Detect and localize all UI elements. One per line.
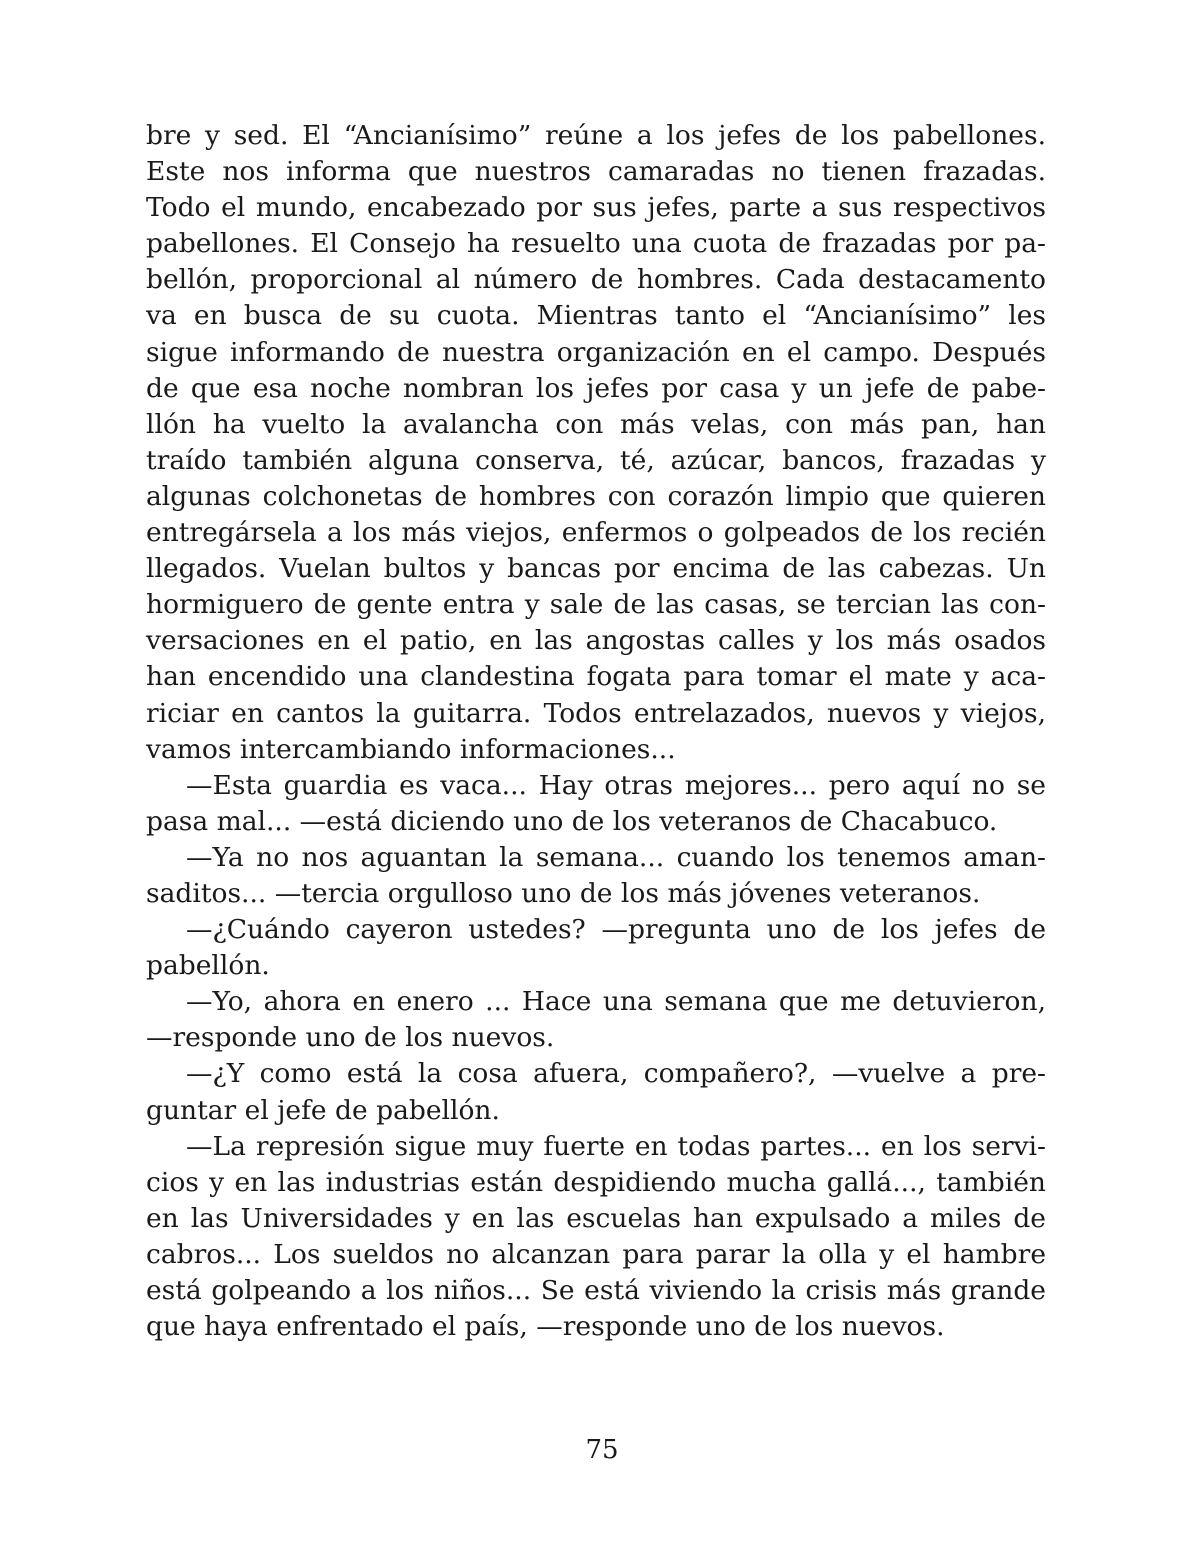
paragraph xyxy=(146,840,1046,912)
text-line: cabros... Los sueldos no alcanzan para parar la olla y el hambre xyxy=(146,1238,1046,1270)
text-line: pabellones. El Consejo ha resuelto una cuota de frazadas por pa- xyxy=(146,228,1046,260)
text-line: traído también alguna conserva, té, azúcar, bancos, frazadas y xyxy=(146,444,1046,476)
text-line: versaciones en el patio, en las angostas calles y los más osados xyxy=(146,625,1046,657)
paragraph xyxy=(146,1056,1046,1128)
text-line: —Ya no nos aguantan la semana... cuando los tenemos aman- xyxy=(186,841,1046,873)
text-line: vamos intercambiando informaciones... xyxy=(146,733,676,765)
text-line: —responde uno de los nuevos. xyxy=(146,1022,555,1054)
text-line: —Yo, ahora en enero ... Hace una semana que me detuvieron, xyxy=(186,986,1046,1018)
page-number: 75 xyxy=(585,1435,619,1465)
text-line: está golpeando a los niños... Se está viviendo la crisis más grande xyxy=(146,1275,1046,1306)
text-line: bellón, proporcional al número de hombres. Cada destacamento xyxy=(146,264,1046,296)
text-line: —¿Cuándo cayeron ustedes? —pregunta uno de los jefes de xyxy=(186,914,1046,946)
text-line: de que esa noche nombran los jefes por casa y un jefe de pabe- xyxy=(146,372,1046,404)
text-line: han encendido una clandestina fogata para tomar el mate y aca- xyxy=(146,661,1046,693)
text-line: cios y en las industrias están despidiendo mucha gallá..., también xyxy=(146,1166,1046,1198)
text-line: en las Universidades y en las escuelas han expulsado a miles de xyxy=(146,1202,1046,1234)
text-line: que haya enfrentado el país, —responde uno de los nuevos. xyxy=(146,1311,945,1343)
text-line: algunas colchonetas de hombres con corazón limpio que quieren xyxy=(146,480,1046,512)
text-line: hormiguero de gente entra y sale de las casas, se tercian las con- xyxy=(146,589,1046,621)
paragraph xyxy=(146,1129,1046,1346)
text-line: pasa mal... —está diciendo uno de los veteranos de Chacabuco. xyxy=(146,805,998,837)
paragraph xyxy=(146,768,1046,840)
text-line: Todo el mundo, encabezado por sus jefes, parte a sus respectivos xyxy=(146,192,1046,224)
text-line: Este nos informa que nuestros camaradas no tienen frazadas. xyxy=(146,156,1046,188)
text-line: va en busca de su cuota. Mientras tanto el “Ancianísimo” les xyxy=(146,300,1046,332)
text-line: —¿Y como está la cosa afuera, compañero?, —vuelve a pre- xyxy=(186,1058,1046,1090)
text-line: saditos... —tercia orgulloso uno de los más jóvenes veteranos. xyxy=(146,877,981,909)
paragraph xyxy=(146,912,1046,984)
paragraph xyxy=(146,984,1046,1056)
text-line: bre y sed. El “Ancianísimo” reúne a los jefes de los pabellones. xyxy=(146,120,1046,151)
text-line: —La represión sigue muy fuerte en todas partes... en los servi- xyxy=(186,1130,1046,1162)
paragraph xyxy=(146,118,1046,768)
text-line: llegados. Vuelan bultos y bancas por encima de las cabezas. Un xyxy=(146,553,1046,585)
text-line: llón ha vuelto la avalancha con más velas, con más pan, han xyxy=(146,408,1046,440)
text-line: riciar en cantos la guitarra. Todos entrelazados, nuevos y viejos, xyxy=(146,697,1046,729)
text-line: guntar el jefe de pabellón. xyxy=(146,1094,500,1126)
text-line: —Esta guardia es vaca... Hay otras mejores... pero aquí no se xyxy=(186,769,1046,801)
text-line: entregársela a los más viejos, enfermos o golpeados de los recién xyxy=(146,517,1046,549)
text-line: sigue informando de nuestra organización en el campo. Después xyxy=(146,336,1046,368)
text-line: pabellón. xyxy=(146,950,270,982)
body-text xyxy=(146,118,1046,1345)
